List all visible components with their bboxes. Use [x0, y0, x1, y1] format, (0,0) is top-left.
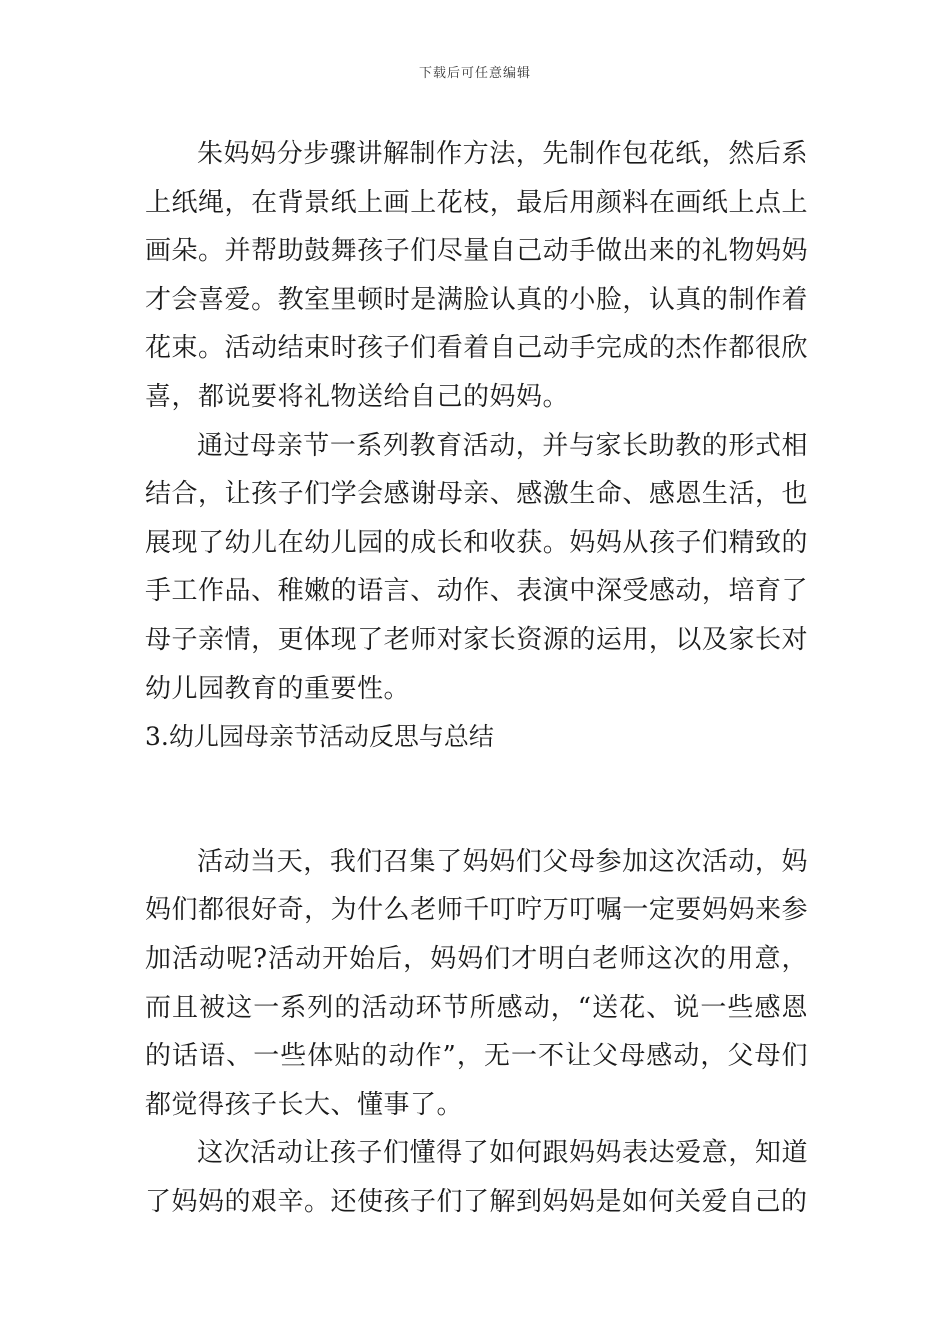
- page-header: 下载后可任意编辑: [418, 66, 531, 81]
- document-body: [145, 130, 808, 1226]
- paragraph-activity-day: 活动当天，我们召集了妈妈们父母参加这次活动，妈妈们都很好奇，为什么老师千叮咛万叮嘱一定要妈妈来参加活动呢?活动开始后，妈妈们才明白老师这次的用意，而且被这一系列的活动环节所感动，“送花、说一些感恩的话语、一些体贴的动作”，无一不让父母感动，父母们都觉得孩子长大、懂事了。: [145, 846, 808, 1120]
- paragraph-flower-making: 朱妈妈分步骤讲解制作方法，先制作包花纸，然后系上纸绳，在背景纸上画上花枝，最后用颜料在画纸上点上画朵。并帮助鼓舞孩子们尽量自己动手做出来的礼物妈妈才会喜爱。教室里顿时是满脸认真的小脸，认真的制作着花束。活动结束时孩子们看着自己动手完成的杰作都很欣喜，都说要将礼物送给自己的妈妈。: [145, 139, 808, 412]
- paragraph-mothers-day-education: 通过母亲节一系列教育活动，并与家长助教的形式相结合，让孩子们学会感谢母亲、感激生命、感恩生活，也展现了幼儿在幼儿园的成长和收获。妈妈从孩子们精致的手工作品、稚嫩的语言、动作、表演中深受感动，培育了母子亲情，更体现了老师对家长资源的运用，以及家长对幼儿园教育的重要性。: [145, 430, 808, 704]
- section-spacer: [145, 762, 808, 838]
- section-heading: 3.幼儿园母亲节活动反思与总结: [145, 722, 494, 752]
- paragraph-activity-meaning: 这次活动让孩子们懂得了如何跟妈妈表达爱意，知道了妈妈的艰辛。还使孩子们了解到妈妈是如何关爱自己的: [145, 1138, 808, 1217]
